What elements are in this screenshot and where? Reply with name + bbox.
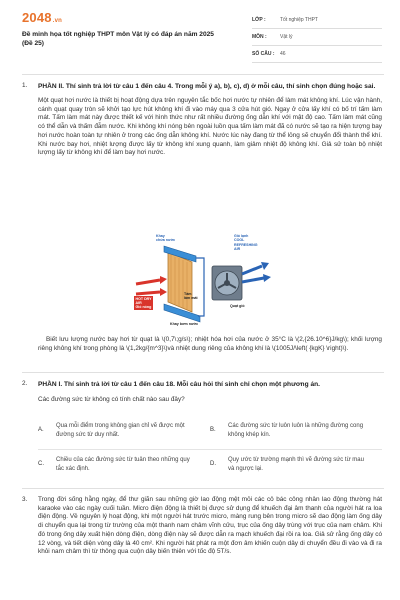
meta-value: 46	[280, 51, 286, 57]
question-1-data	[22, 336, 382, 353]
question-1	[22, 82, 382, 158]
meta-label: SỐ CÂU :	[252, 51, 275, 57]
question-2	[22, 380, 382, 405]
question-body	[38, 496, 382, 557]
option-letter: B.	[210, 427, 216, 433]
question-number: 3.	[22, 496, 28, 503]
question-prompt: Các đường sức từ không có tính chất nào sau đây?	[38, 396, 185, 403]
option-a[interactable]	[38, 420, 210, 446]
site-logo[interactable]	[22, 10, 62, 25]
meta-row-class	[252, 12, 382, 29]
question-paragraph: Trong đời sống hằng ngày, để thư giãn sau những giờ lao động mệt mỏi các cô bác công nhân lao động thường hát karaoke vào các ngày cuối tuần. Micro điện động là thiết bị được sử dụng để khuếch đại âm thanh của người hát ra loa điện động. Về nguyên lý hoạt động, khi một người hát trước micro, màng rung bên trong micro sẽ dao động làm ống dây di chuyển qua lại trong từ trường của một thanh nam châm vĩnh cửu, trục của ống dây trùng với trục của nam châm. Khi đó trong ống dây xuất hiện dòng điện, dòng điện này sẽ được dẫn ra mạch khuếch đại rồi ra loa. Giả sử rằng ống dây có 12 vòng, và tiết diện vòng dây là 40 cm². Khi người hát phát ra một đơn âm khiến cuộn dây di chuyển đều đi vào và đi ra khỏi nam châm thì từ thông qua cuộn dây biến thiên với tốc độ 5T/s.	[38, 496, 382, 556]
question-given-data: Biết lưu lượng nước bay hơi từ quạt là \(0,7\;g/s\); nhiệt hóa hơi của nước ở 35°C là \(2,{26.10^6}J/kg\); khối lượng riêng không khí trong phòng là \(1,2kg/{m^3}\)và nhiệt dung riêng của không khí là \(1005J/\left( {kgK} \right)\).	[38, 336, 382, 352]
question-body	[38, 82, 382, 158]
exam-title: Đề minh họa tốt nghiệp THPT môn Vật lý có đáp án năm 2025 (Đề 25)	[22, 31, 214, 47]
label-cooling-pad: Tấm làm mát	[184, 292, 198, 301]
option-b[interactable]	[210, 420, 382, 446]
question-number: 1.	[22, 82, 28, 89]
answer-options	[38, 416, 382, 484]
option-text: Quy ước từ trường mạnh thì vẽ đường sức từ mau và ngược lại.	[228, 457, 364, 472]
label-cool-air: Gió lạnh COOL REFRESHING AIR	[234, 234, 258, 251]
meta-label: LỚP :	[252, 17, 266, 23]
question-heading: PHẦN II. Thí sinh trả lời từ câu 1 đến câu 4. Trong mỗi ý a), b), c), d) ở mỗi câu, thí sinh chọn đúng hoặc sai.	[38, 83, 376, 90]
option-letter: C.	[38, 461, 44, 467]
option-text: Chiều của các đường sức từ tuân theo những quy tắc xác định.	[56, 457, 190, 472]
question-3	[22, 496, 382, 557]
option-d[interactable]	[210, 454, 382, 480]
meta-row-count	[252, 46, 382, 63]
question-divider	[22, 372, 384, 373]
page-header	[0, 0, 400, 70]
label-water-tank: Khay chứa nước	[156, 234, 176, 243]
option-letter: D.	[210, 461, 216, 467]
option-text: Qua mỗi điểm trong không gian chỉ vẽ được một đường sức từ duy nhất.	[56, 423, 185, 438]
question-paragraph: Một quạt hơi nước là thiết bị hoạt động dựa trên nguyên tắc bốc hơi nước tự nhiên để làm mát không khí. Lúc vận hành, cánh quạt quay tròn sẽ khởi tạo lực hút không khí đi vào máy qua 3 cửa hút gió. Ngay ở cửa lấy khí có bố trí tấm làm mát. Tấm làm mát này được thiết kế với hình thức như rất nhiều đường ống dẫn khí với mật độ cao. Tấm làm mát cũng có thể dẫn và thấm đẫm nước. Khi không khí nóng bên ngoài luồn qua tấm làm mát đã có nước sẽ tạo ra hiện tượng bay hơi nước hoàn toàn tự nhiên ở trong các ống dẫn không khí. Nước lúc này đang từ thể lỏng sẽ chuyển đổi thành thể khí. Khi nước bay hơi, nhiệt lượng được lấy từ không khí xung quanh, làm giảm nhiệt độ không khí. Giả sử toàn bộ nhiệt lượng lấy từ không khí để làm bay hơi nước.	[38, 97, 382, 157]
label-hot-air: HOT DRY AIR Gió nóng	[135, 296, 152, 310]
meta-value: Tốt nghiệp THPT	[280, 17, 318, 23]
label-pump: Khay bơm nước	[170, 322, 199, 326]
meta-row-subject	[252, 29, 382, 46]
exam-meta	[252, 12, 382, 63]
logo-suffix: .vn	[52, 18, 63, 24]
option-letter: A.	[38, 427, 44, 433]
question-divider	[22, 488, 384, 489]
label-fan: Quạt gió	[230, 304, 245, 308]
logo-main: 2048	[22, 10, 52, 25]
meta-label: MÔN :	[252, 34, 267, 40]
question-body	[38, 380, 382, 405]
question-heading: PHẦN I. Thí sinh trả lời từ câu 1 đến câu 18. Mỗi câu hỏi thí sinh chỉ chọn một phương án.	[38, 381, 320, 388]
air-cooler-diagram	[130, 232, 280, 328]
option-text: Các đường sức từ luôn luôn là những đường cong không khép kín.	[228, 423, 364, 438]
meta-value: Vật lý	[280, 34, 293, 40]
header-divider	[22, 74, 384, 75]
question-number: 2.	[22, 380, 28, 387]
option-c[interactable]	[38, 454, 210, 480]
question-body	[38, 336, 382, 353]
option-divider	[38, 449, 382, 450]
